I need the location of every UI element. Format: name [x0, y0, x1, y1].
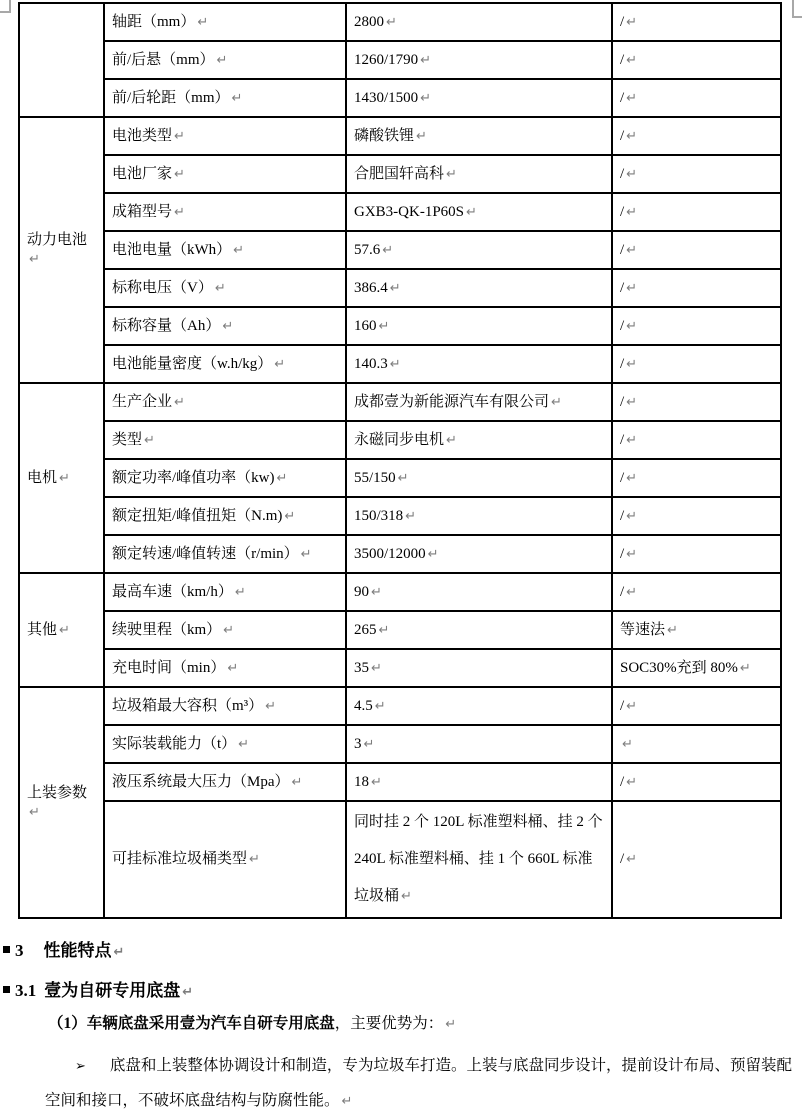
- table-cell-label: [104, 421, 346, 459]
- paragraph-mark: ↵: [626, 698, 638, 714]
- table-cell-label-text: 前/后悬（mm）: [112, 51, 215, 68]
- table-cell-note: [612, 155, 781, 193]
- table-cell-note-text: /: [620, 317, 625, 334]
- paragraph-mark: ↵: [222, 318, 234, 334]
- table-cell-note: [612, 383, 781, 421]
- table-cell-note: [612, 801, 781, 918]
- table-row: [19, 155, 781, 193]
- table-cell-label: [104, 611, 346, 649]
- table-cell-label: [104, 801, 346, 918]
- table-cell-note: [612, 535, 781, 573]
- paragraph-mark: ↵: [420, 52, 432, 68]
- table-cell-label: [104, 3, 346, 41]
- paragraph-mark: ↵: [626, 204, 638, 220]
- table-cell-value-text: GXB3-QK-1P60S: [354, 203, 465, 220]
- table-cell-value: [346, 421, 612, 459]
- table-cell-note: [612, 459, 781, 497]
- table-cell-group: [19, 117, 104, 383]
- paragraph-mark: ↵: [113, 945, 125, 960]
- table-cell-value-text: 4.5: [354, 697, 373, 714]
- table-cell-label-text: 垃圾箱最大容积（m³）: [112, 697, 264, 714]
- paragraph-mark: ↵: [446, 166, 457, 182]
- table-cell-value: [346, 611, 612, 649]
- table-cell-label: [104, 41, 346, 79]
- table-cell-value-text: 3: [354, 735, 362, 752]
- paragraph-mark: ↵: [389, 356, 401, 372]
- page-edge-artifact-top-right: [792, 0, 802, 18]
- table-cell-value-text: 150/318: [354, 507, 404, 524]
- paragraph-mark: ↵: [197, 14, 209, 30]
- table-cell-note-text: /: [620, 165, 625, 182]
- paragraph-mark: ↵: [626, 318, 638, 334]
- table-cell-note-text: /: [620, 697, 625, 714]
- table-cell-note-text: /: [620, 545, 625, 562]
- table-cell-note-text: 等速法: [620, 621, 666, 638]
- paragraph-regular-text: ，主要优势为：: [334, 1015, 444, 1032]
- table-cell-value-text: 35: [354, 659, 369, 676]
- paragraph-mark: ↵: [300, 546, 312, 562]
- table-cell-label-text: 类型: [112, 431, 143, 448]
- table-cell-note: [612, 725, 781, 763]
- heading-title: 壹为自研专用底盘: [44, 981, 181, 1000]
- table-cell-label-text: 电池厂家: [112, 165, 173, 182]
- paragraph-mark: ↵: [174, 394, 185, 410]
- paragraph-mark: ↵: [427, 546, 439, 562]
- paragraph-mark: ↵: [59, 470, 70, 486]
- paragraph-chassis-intro: [48, 1011, 456, 1033]
- paragraph-mark: ↵: [626, 128, 638, 144]
- table-cell-label-text: 液压系统最大压力（Mpa）: [112, 773, 290, 790]
- table-cell-value-text: 265: [354, 621, 377, 638]
- table-cell-note: [612, 41, 781, 79]
- table-cell-group: [19, 3, 104, 117]
- table-row: [19, 117, 781, 155]
- table-cell-label-text: 生产企业: [112, 393, 173, 410]
- table-cell-value: [346, 193, 612, 231]
- table-row: [19, 497, 781, 535]
- paragraph-mark: ↵: [389, 280, 401, 296]
- table-cell-note-text: /: [620, 127, 625, 144]
- table-cell-note-text: /: [620, 241, 625, 258]
- table-cell-label-text: 额定扭矩/峰值扭矩（N.m): [112, 507, 283, 524]
- paragraph-mark: ↵: [626, 166, 638, 182]
- paragraph-mark: ↵: [386, 14, 397, 30]
- table-cell-note-text: /: [620, 355, 625, 372]
- table-cell-value: [346, 41, 612, 79]
- table-cell-label: [104, 117, 346, 155]
- paragraph-mark: ↵: [626, 432, 638, 448]
- paragraph-mark: ↵: [214, 280, 226, 296]
- paragraph-mark: ↵: [739, 660, 751, 676]
- paragraph-mark: ↵: [284, 508, 296, 524]
- paragraph-mark: ↵: [223, 622, 235, 638]
- table-cell-value-text: 成都壹为新能源汽车有限公司: [354, 393, 550, 410]
- heading-square-icon: [3, 946, 10, 953]
- paragraph-mark: ↵: [231, 90, 243, 106]
- paragraph-mark: ↵: [466, 204, 477, 220]
- table-cell-value: [346, 459, 612, 497]
- table-cell-label: [104, 573, 346, 611]
- paragraph-mark: ↵: [405, 508, 417, 524]
- table-cell-value: [346, 535, 612, 573]
- paragraph-mark: ↵: [249, 852, 260, 868]
- paragraph-mark: ↵: [371, 774, 382, 790]
- table-cell-note: [612, 231, 781, 269]
- paragraph-mark: ↵: [216, 52, 228, 68]
- table-cell-value-text: 1430/1500: [354, 89, 419, 106]
- table-cell-value: [346, 497, 612, 535]
- table-row: [19, 79, 781, 117]
- table-cell-value: [346, 117, 612, 155]
- table-cell-note: [612, 269, 781, 307]
- table-cell-note: [612, 307, 781, 345]
- table-row: [19, 383, 781, 421]
- table-cell-label: [104, 649, 346, 687]
- paragraph-mark: ↵: [276, 470, 288, 486]
- table-cell-note-text: SOC30%充到 80%: [620, 659, 738, 676]
- table-cell-value: [346, 801, 612, 918]
- table-row: [19, 41, 781, 79]
- vehicle-spec-table: [18, 2, 782, 919]
- paragraph-mark: ↵: [174, 204, 185, 220]
- table-cell-label-text: 额定转速/峰值转速（r/min）: [112, 545, 299, 562]
- table-row: [19, 687, 781, 725]
- paragraph-mark: ↵: [446, 432, 457, 448]
- paragraph-mark: ↵: [371, 584, 382, 600]
- paragraph-mark: ↵: [445, 1017, 457, 1032]
- table-row: [19, 269, 781, 307]
- table-cell-value: [346, 155, 612, 193]
- paragraph-mark: ↵: [551, 394, 562, 410]
- table-cell-value: [346, 231, 612, 269]
- table-cell-group: [19, 573, 104, 687]
- table-cell-label: [104, 231, 346, 269]
- paragraph-mark: ↵: [622, 736, 633, 752]
- table-cell-note: [612, 79, 781, 117]
- table-cell-group: [19, 383, 104, 573]
- table-cell-label-text: 续驶里程（km）: [112, 621, 222, 638]
- table-cell-note: [612, 611, 781, 649]
- table-cell-label: [104, 307, 346, 345]
- paragraph-mark: ↵: [233, 242, 245, 258]
- paragraph-mark: ↵: [371, 660, 382, 676]
- table-cell-note: [612, 117, 781, 155]
- paragraph-mark: ↵: [626, 242, 638, 258]
- table-row: [19, 535, 781, 573]
- paragraph-bold-text: （1）车辆底盘采用壹为汽车自研专用底盘: [48, 1015, 335, 1032]
- table-cell-note-text: /: [620, 507, 625, 524]
- table-cell-value-text: 90: [354, 583, 369, 600]
- table-row: [19, 649, 781, 687]
- table-cell-value-text: 55/150: [354, 469, 396, 486]
- table-cell-note: [612, 193, 781, 231]
- bullet-text: 底盘和上装整体协调设计和制造，专为垃圾车打造。上装与底盘同步设计，提前设计布局、预留装配空间和接口，不破坏底盘结构与防腐性能。: [45, 1057, 792, 1109]
- table-cell-value: [346, 763, 612, 801]
- arrow-bullet-icon: ➢: [75, 1058, 86, 1073]
- table-cell-label: [104, 79, 346, 117]
- paragraph-mark: ↵: [234, 584, 246, 600]
- paragraph-mark: ↵: [341, 1094, 353, 1109]
- paragraph-mark: ↵: [420, 90, 432, 106]
- table-row: [19, 231, 781, 269]
- table-cell-value-text: 磷酸铁锂: [354, 127, 415, 144]
- table-cell-label: [104, 459, 346, 497]
- table-cell-label: [104, 725, 346, 763]
- table-cell-note: [612, 573, 781, 611]
- paragraph-mark: ↵: [626, 90, 638, 106]
- paragraph-mark: ↵: [626, 470, 638, 486]
- table-cell-group-text: 其他: [27, 621, 58, 638]
- paragraph-mark: ↵: [626, 14, 638, 30]
- table-cell-group-text: 上装参数: [27, 784, 88, 801]
- table-cell-note: [612, 497, 781, 535]
- paragraph-mark: ↵: [174, 166, 185, 182]
- table-row: [19, 421, 781, 459]
- paragraph-mark: ↵: [378, 622, 390, 638]
- paragraph-mark: ↵: [626, 280, 638, 296]
- table-cell-note-text: /: [620, 851, 625, 868]
- paragraph-mark: ↵: [59, 622, 70, 638]
- paragraph-mark: ↵: [397, 470, 409, 486]
- paragraph-mark: ↵: [182, 985, 194, 1000]
- table-cell-value: [346, 269, 612, 307]
- paragraph-mark: ↵: [626, 508, 638, 524]
- page-edge-artifact-top-left: [0, 0, 11, 13]
- table-cell-label: [104, 497, 346, 535]
- table-cell-label: [104, 687, 346, 725]
- heading-square-icon: [3, 986, 10, 993]
- table-cell-label-text: 电池电量（kWh）: [112, 241, 232, 258]
- table-cell-value: [346, 649, 612, 687]
- bullet-paragraph-chassis-advantage: [0, 1048, 802, 1119]
- paragraph-mark: ↵: [29, 252, 40, 267]
- table-cell-note-text: /: [620, 203, 625, 220]
- table-cell-label-text: 电池能量密度（w.h/kg）: [112, 355, 273, 372]
- paragraph-mark: ↵: [174, 128, 185, 144]
- table-cell-value-text: 合肥国轩高科: [354, 165, 445, 182]
- table-row: [19, 3, 781, 41]
- table-cell-label-text: 前/后轮距（mm）: [112, 89, 230, 106]
- heading-number: 3: [15, 941, 24, 960]
- table-row: [19, 611, 781, 649]
- table-cell-value-text: 160: [354, 317, 377, 334]
- table-cell-group-text: 动力电池: [27, 232, 88, 249]
- paragraph-mark: ↵: [238, 736, 250, 752]
- paragraph-mark: ↵: [626, 52, 638, 68]
- paragraph-mark: ↵: [667, 622, 678, 638]
- table-cell-note-text: /: [620, 583, 625, 600]
- table-cell-label-text: 标称电压（V）: [112, 279, 213, 296]
- paragraph-mark: ↵: [416, 128, 427, 144]
- table-cell-note-text: /: [620, 773, 625, 790]
- paragraph-mark: ↵: [265, 698, 277, 714]
- table-cell-value-text: 18: [354, 773, 369, 790]
- table-cell-note-text: /: [620, 13, 625, 30]
- table-cell-label-text: 标称容量（Ah）: [112, 317, 221, 334]
- table-cell-note-text: /: [620, 469, 625, 486]
- table-row: [19, 573, 781, 611]
- table-cell-label: [104, 535, 346, 573]
- table-cell-label-text: 成箱型号: [112, 203, 173, 220]
- table-cell-value-text: 3500/12000: [354, 545, 426, 562]
- table-cell-note-text: /: [620, 393, 625, 410]
- paragraph-mark: ↵: [382, 242, 394, 258]
- table-cell-value: [346, 725, 612, 763]
- table-cell-note-text: /: [620, 431, 625, 448]
- heading-3-performance-features: [3, 936, 124, 961]
- table-cell-label-text: 电池类型: [112, 127, 173, 144]
- paragraph-mark: ↵: [291, 774, 303, 790]
- table-cell-label-text: 额定功率/峰值功率（kw): [112, 469, 275, 486]
- heading-3-1-chassis: [3, 976, 193, 1001]
- table-cell-note: [612, 649, 781, 687]
- table-cell-value: [346, 345, 612, 383]
- table-cell-note: [612, 345, 781, 383]
- table-cell-label: [104, 193, 346, 231]
- table-cell-value: [346, 307, 612, 345]
- table-cell-value-text: 386.4: [354, 279, 388, 296]
- table-cell-label-text: 可挂标准垃圾桶类型: [112, 851, 248, 868]
- table-cell-label-text: 实际装载能力（t）: [112, 735, 237, 752]
- table-cell-note-text: /: [620, 51, 625, 68]
- table-cell-value-text: 2800: [354, 13, 384, 30]
- paragraph-mark: ↵: [29, 804, 40, 820]
- table-cell-label-text: 充电时间（min）: [112, 659, 226, 676]
- paragraph-mark: ↵: [374, 698, 386, 714]
- table-cell-note: [612, 763, 781, 801]
- table-cell-group-text: 电机: [27, 469, 58, 486]
- table-cell-value-text: 140.3: [354, 355, 388, 372]
- table-cell-note: [612, 3, 781, 41]
- paragraph-mark: ↵: [227, 660, 239, 676]
- paragraph-mark: ↵: [363, 736, 375, 752]
- table-row: [19, 345, 781, 383]
- heading-title: 性能特点: [43, 941, 112, 960]
- table-cell-value: [346, 79, 612, 117]
- table-row: [19, 801, 781, 918]
- paragraph-mark: ↵: [626, 394, 638, 410]
- table-cell-group: [19, 687, 104, 918]
- paragraph-mark: ↵: [144, 432, 155, 448]
- paragraph-mark: ↵: [626, 546, 638, 562]
- table-cell-value: [346, 573, 612, 611]
- table-cell-value: [346, 3, 612, 41]
- table-cell-label: [104, 155, 346, 193]
- table-cell-label: [104, 763, 346, 801]
- table-cell-value: [346, 687, 612, 725]
- table-cell-note-text: /: [620, 89, 625, 106]
- table-row: [19, 459, 781, 497]
- table-cell-label: [104, 345, 346, 383]
- table-cell-label-text: 轴距（mm）: [112, 13, 196, 30]
- heading-number: 3.1: [15, 981, 37, 1000]
- table-row: [19, 307, 781, 345]
- paragraph-mark: ↵: [626, 852, 638, 868]
- table-cell-note: [612, 421, 781, 459]
- paragraph-mark: ↵: [274, 356, 286, 372]
- table-cell-value-text: 1260/1790: [354, 51, 419, 68]
- table-cell-value-text: 同时挂 2 个 120L 标准塑料桶、挂 2 个 240L 标准塑料桶、挂 1 个 660L 标准垃圾桶: [354, 814, 603, 904]
- paragraph-mark: ↵: [626, 356, 638, 372]
- table-cell-label-text: 最高车速（km/h）: [112, 583, 233, 600]
- table-cell-value: [346, 383, 612, 421]
- table-row: [19, 725, 781, 763]
- table-cell-label: [104, 269, 346, 307]
- table-cell-note-text: /: [620, 279, 625, 296]
- paragraph-mark: ↵: [626, 774, 638, 790]
- paragraph-mark: ↵: [626, 584, 638, 600]
- spec-table: [18, 2, 782, 919]
- paragraph-mark: ↵: [401, 889, 412, 904]
- table-cell-label: [104, 383, 346, 421]
- paragraph-mark: ↵: [378, 318, 390, 334]
- table-cell-value-text: 永磁同步电机: [354, 431, 445, 448]
- table-row: [19, 193, 781, 231]
- table-row: [19, 763, 781, 801]
- table-cell-note: [612, 687, 781, 725]
- table-cell-value-text: 57.6: [354, 241, 381, 258]
